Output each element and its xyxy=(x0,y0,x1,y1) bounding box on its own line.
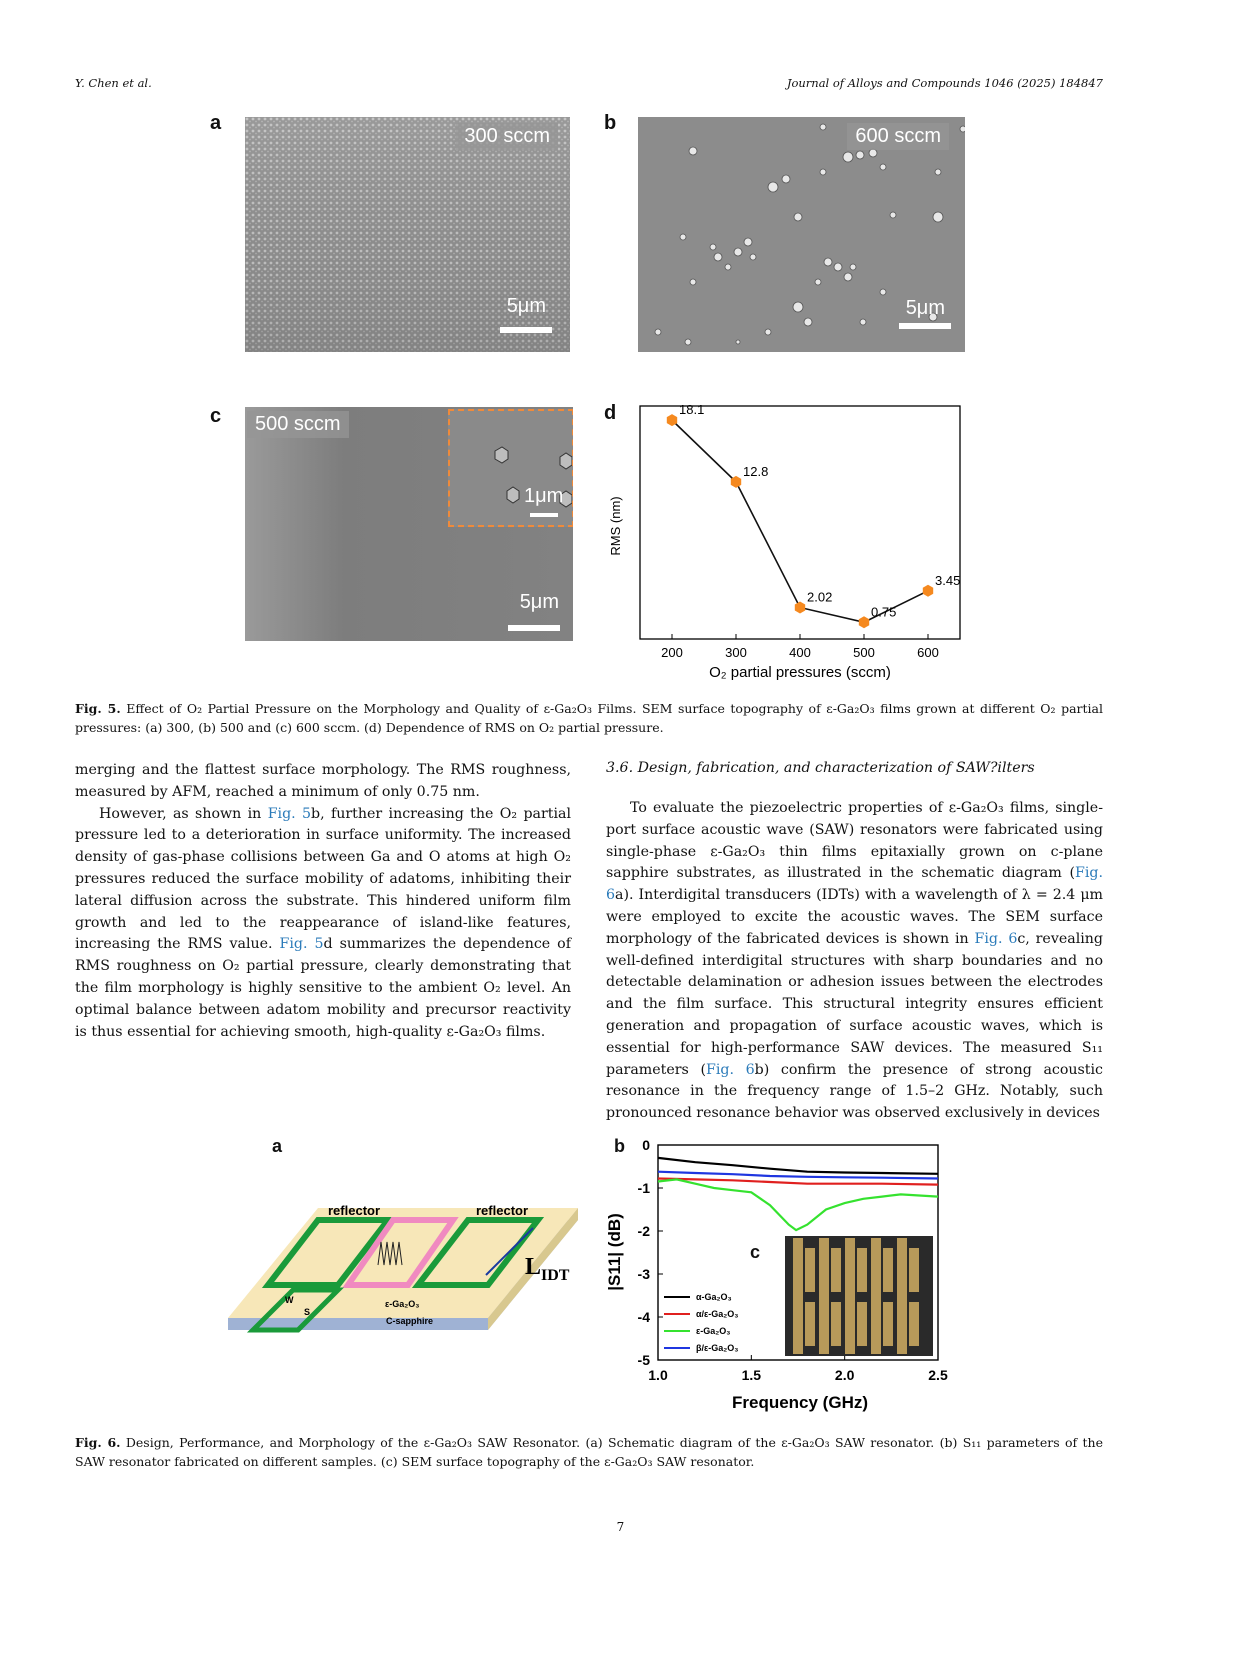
fig6-panel-a-letter: a xyxy=(272,1136,283,1156)
fig5-sem-image-c xyxy=(245,407,573,641)
reflector-left-label: reflector xyxy=(328,1203,381,1218)
lidt-label xyxy=(525,1254,570,1284)
fig5-caption-label: Fig. 5. xyxy=(75,701,121,716)
rms-xtick-label: 400 xyxy=(789,645,811,660)
sem-label-b: 600 sccm xyxy=(847,123,949,150)
rms-data-point xyxy=(795,602,805,614)
rms-point-label: 18.1 xyxy=(679,402,705,418)
rms-point-label: 0.75 xyxy=(871,604,897,620)
fig6-link[interactable]: Fig. 6 xyxy=(606,865,1103,904)
rms-point-label: 3.45 xyxy=(935,572,961,588)
running-header-journal: Journal of Alloys and Compounds 1046 (2025) 184847 xyxy=(786,76,1103,90)
rms-point-label: 12.8 xyxy=(743,463,769,479)
rms-chart xyxy=(600,400,980,690)
sem-label-a: 300 sccm xyxy=(456,123,558,150)
film-label: ε-Ga₂O₃ xyxy=(385,1299,420,1309)
fig5-sem-image-b xyxy=(638,117,965,352)
s11-ytick-label: -1 xyxy=(637,1180,650,1196)
rms-xtick-label: 500 xyxy=(853,645,875,660)
left-column xyxy=(75,760,571,1043)
s11-ytick-label: -5 xyxy=(637,1352,650,1368)
s11-xlabel: Frequency (GHz) xyxy=(731,1393,869,1412)
s-label: S xyxy=(304,1307,311,1317)
s11-ytick-label: 0 xyxy=(642,1137,650,1153)
right-paragraph-1 xyxy=(606,798,1103,1125)
s11-series-line xyxy=(658,1179,938,1230)
text-run: b, further increasing the O₂ partial pressure led to a deterioration in surface uniformity. The increased density of gas-phase collisions between Ga and O atoms at high O₂ pressures reduced the surface mobility of adatoms, inhibiting their lateral diffusion across the substrate. This hindered uniform film growth and led to the reappearance of island-like features, increasing the RMS value. xyxy=(75,805,572,953)
left-paragraph-1: merging and the flattest surface morphology. The RMS roughness, measured by AFM, reached a minimum of only 0.75 nm. xyxy=(75,762,571,800)
rms-point-label: 2.02 xyxy=(807,589,833,605)
s11-ytick-label: -2 xyxy=(637,1223,650,1239)
sem-inset-c xyxy=(448,409,573,527)
fig6-link[interactable]: Fig. 6 xyxy=(974,930,1018,947)
w-label: W xyxy=(285,1295,294,1305)
rms-data-point xyxy=(923,585,933,597)
rms-xtick-label: 200 xyxy=(661,645,683,660)
sem-label-c: 500 sccm xyxy=(247,411,349,438)
scale-text-c: 5μm xyxy=(519,591,559,613)
fig5-panel-b-letter: b xyxy=(604,112,617,134)
fig6-caption xyxy=(75,1433,1103,1471)
fig5-link[interactable]: Fig. 5 xyxy=(279,936,324,953)
scale-bar-a xyxy=(500,327,552,333)
fig5-sem-image-a xyxy=(245,117,570,352)
s11-xtick-label: 2.0 xyxy=(834,1367,855,1383)
page-number: 7 xyxy=(616,1520,625,1534)
lidt-sub: IDT xyxy=(541,1267,570,1284)
scale-bar-c xyxy=(508,625,560,631)
s11-xtick-label: 2.5 xyxy=(928,1367,948,1383)
s11-ylabel: |S11| (dB) xyxy=(605,1213,624,1291)
s11-series-line xyxy=(658,1158,938,1174)
fig5-caption-text: Effect of O₂ Partial Pressure on the Morphology and Quality of ε-Ga₂O₃ Films. SEM surface topography of ε-Ga₂O₃ films grown at different O₂ partial pressures: (a) 300, (b) 500 and (c) 600 sccm. (d) Dependence of RMS on O₂ partial pressure. xyxy=(75,701,1103,735)
rms-xtick-label: 300 xyxy=(725,645,747,660)
fig5-panel-a-letter: a xyxy=(210,112,222,134)
rms-series-line xyxy=(672,420,928,622)
s11-legend-label: α/ε-Ga₂O₃ xyxy=(696,1309,739,1319)
fig5-panel-c-letter: c xyxy=(210,405,222,427)
rms-xlabel: O₂ partial pressures (sccm) xyxy=(709,664,891,681)
inset-scale-text: 1μm xyxy=(524,485,564,507)
section-heading-3-6: 3.6. Design, fabrication, and characterization of SAW?ilters xyxy=(606,760,1035,776)
saw-schematic xyxy=(228,1190,608,1340)
fig5-caption xyxy=(75,699,1103,737)
fig6-caption-text: Design, Performance, and Morphology of the ε-Ga₂O₃ SAW Resonator. (a) Schematic diagram of the ε-Ga₂O₃ SAW resonator. (b) S₁₁ parameters of the SAW resonator fabricated on different samples. (c) SEM surface topography of the ε-Ga₂O₃ SAW resonator. xyxy=(75,1435,1103,1469)
rms-xtick-label: 600 xyxy=(917,645,939,660)
s11-legend-label: β/ε-Ga₂O₃ xyxy=(696,1343,739,1353)
reflector-right-label: reflector xyxy=(476,1203,529,1218)
rms-data-point xyxy=(859,616,869,628)
s11-xtick-label: 1.0 xyxy=(648,1367,668,1383)
scale-bar-b xyxy=(899,323,951,329)
text-run: d summarizes the dependence of RMS roughness on O₂ partial pressure, clearly demonstrating that the film morphology is highly sensitive to the ambient O₂ level. An optimal balance between adatom mobility and precursor reactivity is thus essential for achieving smooth, high-quality ε-Ga₂O₃ films. xyxy=(75,936,571,1040)
s11-ytick-label: -3 xyxy=(637,1266,650,1282)
text-run: To evaluate the piezoelectric properties of ε-Ga₂O₃ films, single-port surface acoustic wave (SAW) resonators were fabricated using single-phase ε-Ga₂O₃ thin films epitaxially grown on c-plane sapphire substrates, as illustrated in the schematic diagram ( xyxy=(606,800,1103,882)
rms-ylabel: RMS (nm) xyxy=(608,496,623,556)
inset-scale-bar xyxy=(530,513,558,517)
text-run: a). Interdigital transducers (IDTs) with a wavelength of λ = 2.4 μm were employed to excite the acoustic waves. The SEM surface morphology of the fabricated devices is shown in xyxy=(606,887,1103,947)
fig6-panel-b-letter: b xyxy=(614,1136,625,1156)
running-header-authors: Y. Chen et al. xyxy=(75,76,152,90)
substrate-label: C-sapphire xyxy=(386,1316,434,1326)
left-paragraph-2 xyxy=(75,804,571,1044)
s11-legend-label: α-Ga₂O₃ xyxy=(696,1292,732,1302)
fig6-caption-label: Fig. 6. xyxy=(75,1435,121,1450)
right-column xyxy=(606,760,1103,1125)
lidt-main: L xyxy=(525,1254,542,1280)
scale-text-a: 5μm xyxy=(506,295,546,317)
s11-xtick-label: 1.5 xyxy=(741,1367,762,1383)
text-run: b) confirm the presence of strong acoustic resonance in the frequency range of 1.5–2 GHz. Notably, such pronounced resonance behavior was observed exclusively in devices xyxy=(606,1061,1103,1122)
s11-ytick-label: -4 xyxy=(637,1309,650,1325)
saw-sem-image xyxy=(785,1236,933,1356)
scale-text-b: 5μm xyxy=(905,297,945,319)
text-run: c, revealing well-defined interdigital structures with sharp boundaries and no detectable delamination or adhesion issues between the electrodes and the film surface. This structural integrity ensures efficient generation and propagation of surface acoustic waves, which is essential for high-performance SAW devices. The measured S₁₁ parameters ( xyxy=(606,930,1103,1078)
fig5-panel-d-letter: d xyxy=(604,402,617,424)
fig5-link[interactable]: Fig. 5 xyxy=(267,805,312,822)
s11-legend-label: ε-Ga₂O₃ xyxy=(696,1326,731,1336)
fig6-panel-c-letter: c xyxy=(750,1242,761,1262)
fig6-link[interactable]: Fig. 6 xyxy=(705,1061,755,1078)
text-run: However, as shown in xyxy=(99,805,268,822)
